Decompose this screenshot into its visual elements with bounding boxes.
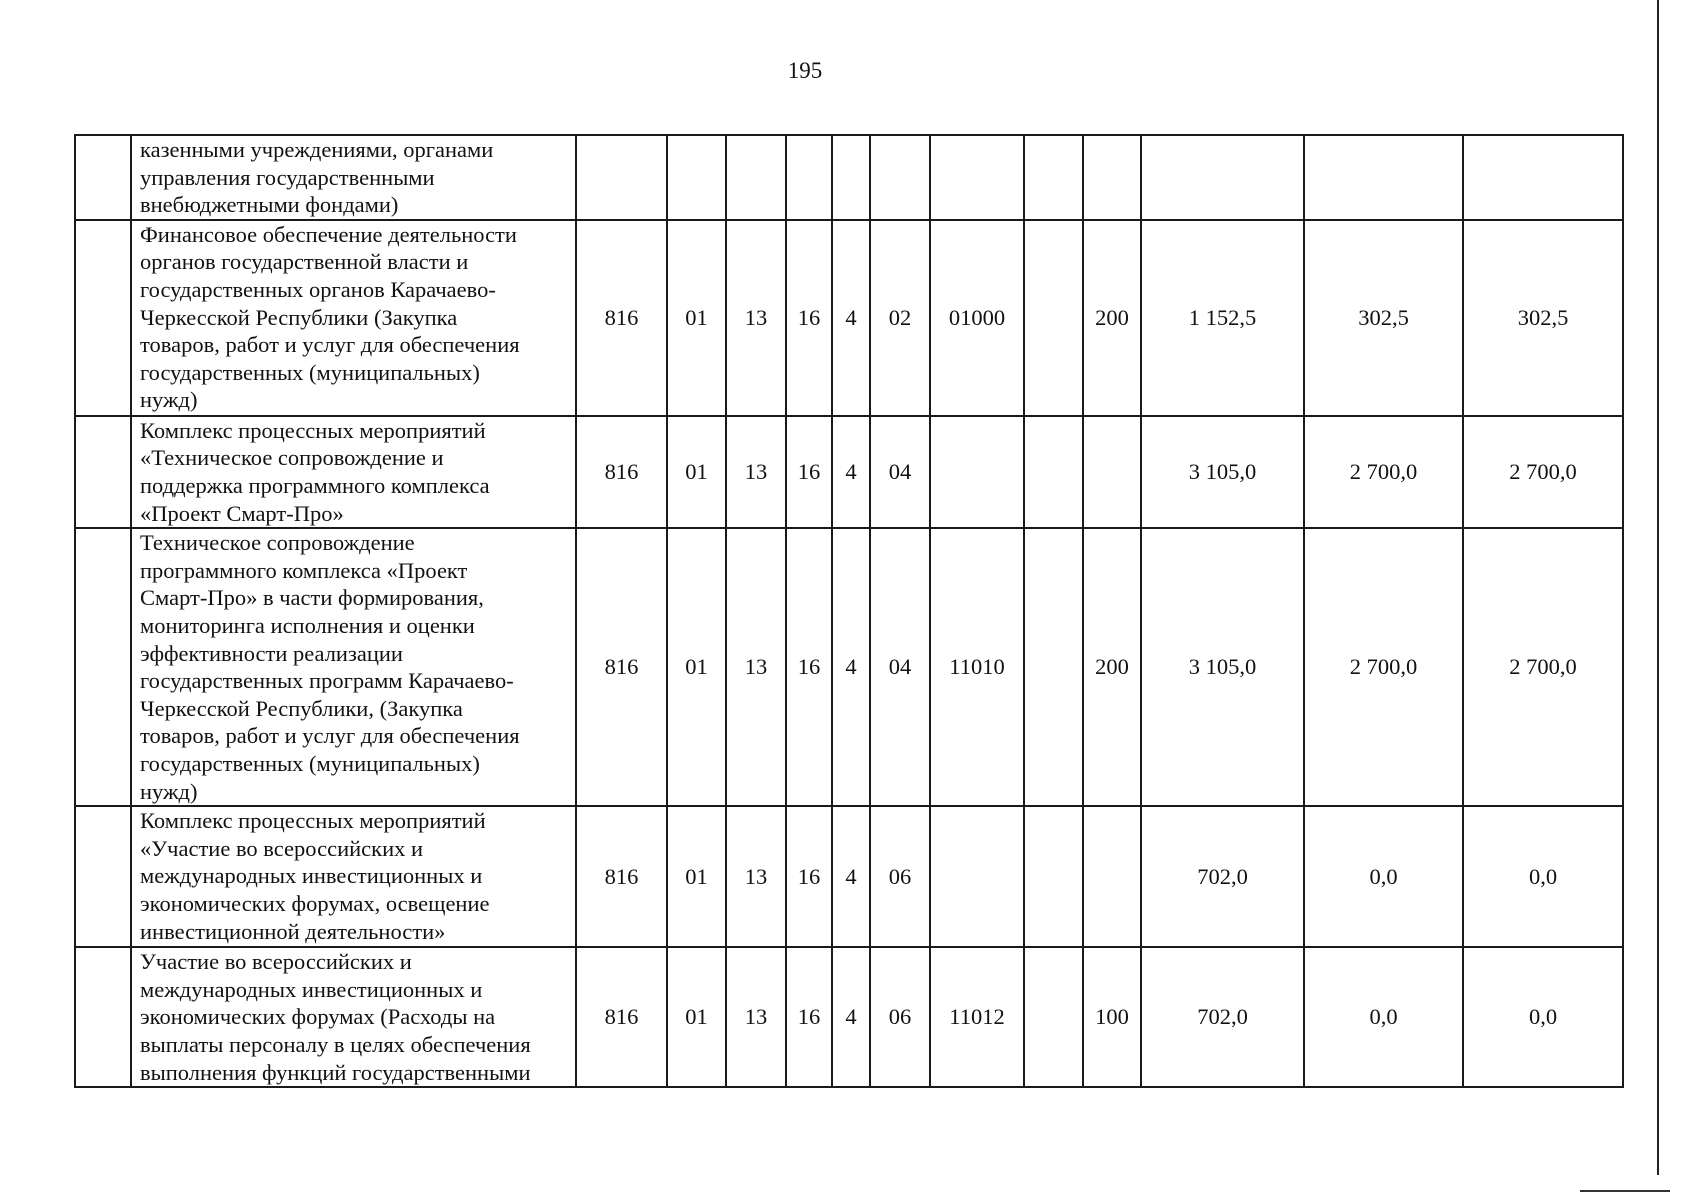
- page-corner-mark: [1580, 1190, 1670, 1192]
- amount-year1-cell: 702,0: [1141, 947, 1304, 1087]
- expense-type-cell: 100: [1083, 947, 1141, 1087]
- table-row: [75, 416, 1623, 528]
- amount-year1-cell: 3 105,0: [1141, 528, 1304, 806]
- item-name-line: нужд): [140, 387, 198, 413]
- direction-code-cell: 01000: [930, 220, 1024, 416]
- amount-year2-cell: [1304, 135, 1463, 220]
- item-name-line: Финансовое обеспечение деятельности: [140, 221, 517, 247]
- item-name-line: эффективности реализации: [140, 640, 403, 666]
- extra-code-cell: [1024, 947, 1083, 1087]
- subprogram-type-cell: 4: [832, 528, 870, 806]
- item-name-line: Смарт-Про» в части формирования,: [140, 585, 484, 611]
- subsection-code-cell: 13: [726, 528, 786, 806]
- item-name-line: выполнения функций государственными: [140, 1059, 531, 1085]
- table-row: [75, 220, 1623, 416]
- subsection-code-cell: 13: [726, 220, 786, 416]
- direction-code-cell: 11012: [930, 947, 1024, 1087]
- item-name-line: Комплекс процессных мероприятий: [140, 417, 486, 443]
- expense-type-cell: [1083, 806, 1141, 947]
- amount-year3-cell: 0,0: [1463, 947, 1623, 1087]
- amount-year3-cell: [1463, 135, 1623, 220]
- item-name-line: экономических форумах (Расходы на: [140, 1004, 496, 1030]
- row-number-cell: [75, 220, 131, 416]
- program-code-cell: 16: [786, 947, 832, 1087]
- direction-code-cell: [930, 135, 1024, 220]
- subprogram-type-cell: 4: [832, 806, 870, 947]
- ministry-code-cell: 816: [576, 528, 667, 806]
- program-code-cell: 16: [786, 528, 832, 806]
- subsection-code-cell: [726, 135, 786, 220]
- table-row: [75, 528, 1623, 806]
- item-name-cell: [131, 806, 576, 947]
- item-name-line: казенными учреждениями, органами: [140, 137, 494, 162]
- item-name-line: «Проект Смарт-Про»: [140, 500, 344, 526]
- item-name-cell: [131, 947, 576, 1087]
- item-name-line: государственных программ Карачаево-: [140, 668, 514, 694]
- section-code-cell: [667, 135, 726, 220]
- ministry-code-cell: 816: [576, 416, 667, 528]
- amount-year2-cell: 302,5: [1304, 220, 1463, 416]
- section-code-cell: 01: [667, 416, 726, 528]
- measure-code-cell: [870, 135, 930, 220]
- table-row: [75, 135, 1623, 220]
- program-code-cell: 16: [786, 806, 832, 947]
- item-name-line: «Участие во всероссийских и: [140, 835, 424, 861]
- table-row: [75, 806, 1623, 947]
- row-number-cell: [75, 528, 131, 806]
- subprogram-type-cell: 4: [832, 416, 870, 528]
- item-name-line: Участие во всероссийских и: [140, 949, 412, 975]
- amount-year3-cell: 0,0: [1463, 806, 1623, 947]
- expense-type-cell: 200: [1083, 220, 1141, 416]
- section-code-cell: 01: [667, 220, 726, 416]
- expense-type-cell: [1083, 416, 1141, 528]
- item-name-line: государственных (муниципальных): [140, 359, 480, 385]
- expense-type-cell: [1083, 135, 1141, 220]
- section-code-cell: 01: [667, 947, 726, 1087]
- item-name-line: «Техническое сопровождение и: [140, 445, 444, 471]
- extra-code-cell: [1024, 416, 1083, 528]
- extra-code-cell: [1024, 220, 1083, 416]
- item-name-line: программного комплекса «Проект: [140, 557, 468, 583]
- item-name-line: международных инвестиционных и: [140, 976, 483, 1002]
- amount-year2-cell: 2 700,0: [1304, 416, 1463, 528]
- row-number-cell: [75, 135, 131, 220]
- item-name-line: внебюджетными фондами): [140, 192, 399, 218]
- program-code-cell: 16: [786, 220, 832, 416]
- subsection-code-cell: 13: [726, 806, 786, 947]
- ministry-code-cell: 816: [576, 947, 667, 1087]
- page-edge-rule: [1657, 0, 1659, 1175]
- program-code-cell: 16: [786, 416, 832, 528]
- item-name-cell: [131, 416, 576, 528]
- subprogram-type-cell: [832, 135, 870, 220]
- item-name-line: Комплекс процессных мероприятий: [140, 808, 486, 834]
- item-name-line: товаров, работ и услуг для обеспечения: [140, 723, 520, 749]
- measure-code-cell: 02: [870, 220, 930, 416]
- section-code-cell: 01: [667, 528, 726, 806]
- amount-year1-cell: 3 105,0: [1141, 416, 1304, 528]
- item-name-line: государственных (муниципальных): [140, 750, 480, 776]
- table-body: [75, 135, 1623, 1087]
- amount-year2-cell: 0,0: [1304, 947, 1463, 1087]
- extra-code-cell: [1024, 806, 1083, 947]
- row-number-cell: [75, 806, 131, 947]
- row-number-cell: [75, 947, 131, 1087]
- item-name-line: государственных органов Карачаево-: [140, 276, 496, 302]
- item-name-line: международных инвестиционных и: [140, 863, 483, 889]
- item-name-line: товаров, работ и услуг для обеспечения: [140, 332, 520, 358]
- expense-type-cell: 200: [1083, 528, 1141, 806]
- item-name-line: Черкесской Республики (Закупка: [140, 304, 458, 330]
- item-name-line: мониторинга исполнения и оценки: [140, 612, 475, 638]
- amount-year1-cell: 1 152,5: [1141, 220, 1304, 416]
- item-name-line: управления государственными: [140, 164, 435, 190]
- item-name-line: поддержка программного комплекса: [140, 472, 490, 498]
- item-name-line: Техническое сопровождение: [140, 530, 415, 556]
- measure-code-cell: 06: [870, 806, 930, 947]
- ministry-code-cell: 816: [576, 220, 667, 416]
- measure-code-cell: 04: [870, 528, 930, 806]
- amount-year2-cell: 2 700,0: [1304, 528, 1463, 806]
- subprogram-type-cell: 4: [832, 947, 870, 1087]
- amount-year1-cell: [1141, 135, 1304, 220]
- page-number: 195: [787, 58, 823, 83]
- extra-code-cell: [1024, 528, 1083, 806]
- direction-code-cell: 11010: [930, 528, 1024, 806]
- amount-year3-cell: 2 700,0: [1463, 528, 1623, 806]
- program-code-cell: [786, 135, 832, 220]
- item-name-line: выплаты персоналу в целях обеспечения: [140, 1031, 531, 1057]
- item-name-cell: [131, 220, 576, 416]
- item-name-cell: [131, 135, 576, 220]
- item-name-line: органов государственной власти и: [140, 249, 469, 275]
- table-row: [75, 947, 1623, 1087]
- measure-code-cell: 04: [870, 416, 930, 528]
- budget-table: [74, 134, 1624, 1088]
- direction-code-cell: [930, 416, 1024, 528]
- section-code-cell: 01: [667, 806, 726, 947]
- amount-year2-cell: 0,0: [1304, 806, 1463, 947]
- row-number-cell: [75, 416, 131, 528]
- ministry-code-cell: 816: [576, 806, 667, 947]
- amount-year3-cell: 302,5: [1463, 220, 1623, 416]
- amount-year3-cell: 2 700,0: [1463, 416, 1623, 528]
- amount-year1-cell: 702,0: [1141, 806, 1304, 947]
- subsection-code-cell: 13: [726, 416, 786, 528]
- item-name-line: инвестиционной деятельности»: [140, 918, 446, 944]
- direction-code-cell: [930, 806, 1024, 947]
- item-name-line: экономических форумах, освещение: [140, 890, 490, 916]
- item-name-line: нужд): [140, 778, 198, 804]
- item-name-cell: [131, 528, 576, 806]
- item-name-line: Черкесской Республики, (Закупка: [140, 695, 463, 721]
- subsection-code-cell: 13: [726, 947, 786, 1087]
- extra-code-cell: [1024, 135, 1083, 220]
- ministry-code-cell: [576, 135, 667, 220]
- measure-code-cell: 06: [870, 947, 930, 1087]
- subprogram-type-cell: 4: [832, 220, 870, 416]
